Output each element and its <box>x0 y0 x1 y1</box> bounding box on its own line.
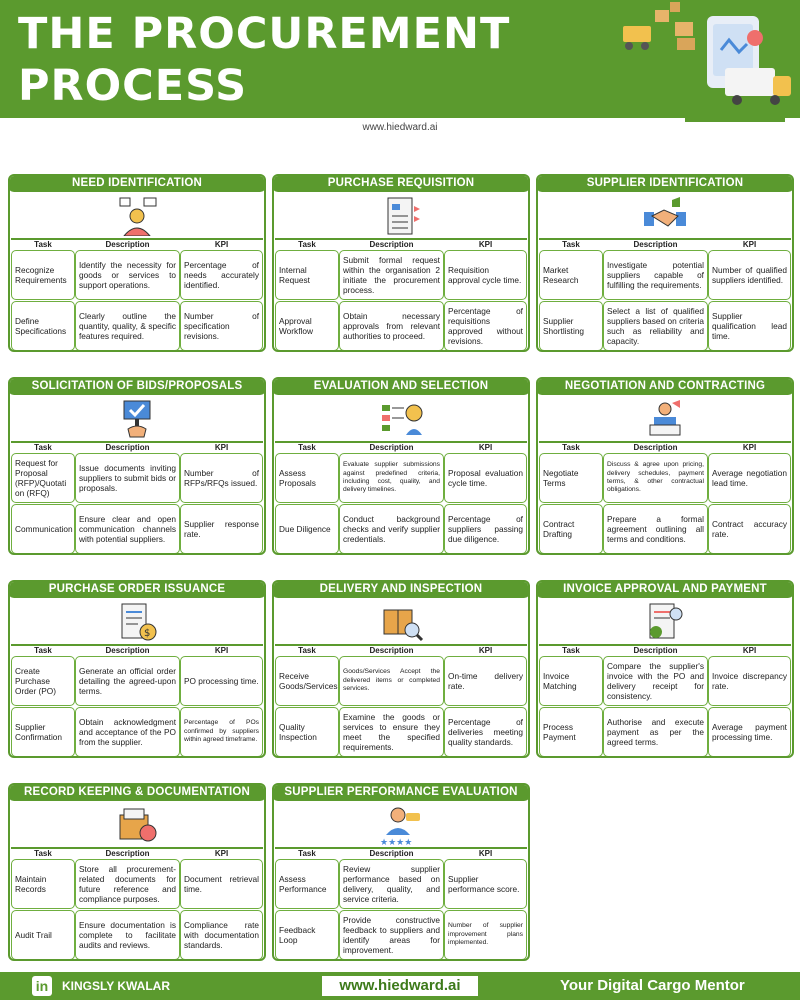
kpi-cell <box>708 707 791 757</box>
description-cell-text: Generate an official order detailing the agreed-upon terms. <box>79 665 176 697</box>
card-title: INVOICE APPROVAL AND PAYMENT <box>536 580 794 598</box>
kpi-cell-text: Number of specification revisions. <box>184 310 259 342</box>
table-row <box>275 504 527 554</box>
header-task: Task <box>34 240 52 249</box>
description-cell <box>339 453 444 503</box>
table-header <box>11 441 263 452</box>
kpi-cell-text: Contract accuracy rate. <box>712 518 787 539</box>
task-table <box>275 847 527 960</box>
description-cell-text: Goods/Services Accept the delivered items or completed services. <box>343 668 440 693</box>
task-cell <box>539 504 603 554</box>
table-row <box>11 656 263 706</box>
task-cell <box>275 453 339 503</box>
process-card <box>272 174 530 352</box>
description-cell-text: Authorise and execute payment as per the agreed terms. <box>607 716 704 748</box>
table-header <box>275 644 527 655</box>
kpi-cell <box>180 250 263 300</box>
description-cell <box>339 910 444 960</box>
kpi-cell-text: Compliance rate with documentation standards. <box>184 919 259 951</box>
task-cell-text: Invoice Matching <box>543 670 577 691</box>
table-row <box>539 453 791 503</box>
description-cell-text: Examine the goods or services to ensure they meet the specified requirements. <box>343 711 440 753</box>
header-kpi: KPI <box>478 443 493 452</box>
kpi-cell <box>444 250 527 300</box>
kpi-cell-text: Document retrieval time. <box>184 873 259 894</box>
task-cell-text: Market Research <box>543 264 579 285</box>
card-title: DELIVERY AND INSPECTION <box>272 580 530 598</box>
task-cell-text: Assess Performance <box>279 873 327 894</box>
task-cell <box>11 301 75 351</box>
table-row <box>11 250 263 300</box>
performance-rating-icon <box>378 805 424 845</box>
kpi-cell <box>180 910 263 960</box>
task-cell-text: Internal Request <box>279 264 310 285</box>
footer-bar <box>0 972 800 1000</box>
description-cell <box>339 250 444 300</box>
header-description: Description <box>105 646 150 655</box>
description-cell <box>75 250 180 300</box>
description-cell <box>603 656 708 706</box>
task-table <box>11 441 263 554</box>
process-card <box>8 783 266 961</box>
table-header <box>11 644 263 655</box>
header-description: Description <box>105 849 150 858</box>
author-name: KINGSLY KWALAR <box>62 979 171 993</box>
header-description: Description <box>105 443 150 452</box>
svg-text:★★★★: ★★★★ <box>380 838 413 845</box>
description-cell <box>603 301 708 351</box>
kpi-cell <box>444 707 527 757</box>
kpi-cell <box>180 453 263 503</box>
process-card <box>536 174 794 352</box>
task-table <box>539 238 791 351</box>
header-description: Description <box>369 646 414 655</box>
card-title: NEED IDENTIFICATION <box>8 174 266 192</box>
description-cell-text: Prepare a formal agreement outlining all terms and conditions. <box>607 513 704 545</box>
table-row <box>275 301 527 351</box>
kpi-cell-text: Percentage of requisitions approved without revisions. <box>448 305 523 347</box>
task-cell-text: Maintain Records <box>15 873 47 894</box>
kpi-cell-text: PO processing time. <box>184 675 259 686</box>
header-task: Task <box>298 849 316 858</box>
header-task: Task <box>562 443 580 452</box>
kpi-cell <box>180 301 263 351</box>
task-cell-text: Quality Inspection <box>279 721 317 742</box>
header-task: Task <box>298 443 316 452</box>
kpi-cell-text: Percentage of deliveries meeting quality standards. <box>448 716 523 748</box>
header-banner <box>0 0 800 118</box>
website-link-top[interactable]: www.hiedward.ai <box>362 122 438 133</box>
header-description: Description <box>369 443 414 452</box>
kpi-cell <box>444 910 527 960</box>
description-cell <box>75 910 180 960</box>
task-cell-text: Audit Trail <box>15 929 52 940</box>
process-card <box>8 580 266 758</box>
description-cell-text: Select a list of qualified suppliers based on criteria such as reliability and capacity. <box>607 305 704 347</box>
table-row <box>275 250 527 300</box>
task-cell <box>11 656 75 706</box>
description-cell-text: Clearly outline the quantity, quality, & specific features required. <box>79 310 176 342</box>
description-cell <box>75 301 180 351</box>
invoice-approval-icon <box>642 602 688 642</box>
table-header <box>275 238 527 249</box>
kpi-cell <box>708 453 791 503</box>
header-description: Description <box>369 240 414 249</box>
description-cell <box>603 453 708 503</box>
description-cell-text: Ensure clear and open communication channels with potential suppliers. <box>79 513 176 545</box>
process-card <box>272 377 530 555</box>
svg-text:$: $ <box>144 628 151 639</box>
task-cell <box>539 707 603 757</box>
process-card <box>536 580 794 758</box>
kpi-cell <box>708 504 791 554</box>
kpi-cell-text: Percentage of suppliers passing due diligence. <box>448 513 523 545</box>
task-table <box>11 238 263 351</box>
header-kpi: KPI <box>214 240 229 249</box>
handshake-icon <box>642 196 688 236</box>
task-cell <box>275 707 339 757</box>
task-cell <box>539 656 603 706</box>
table-header <box>11 847 263 858</box>
task-cell-text: Supplier Confirmation <box>15 721 63 742</box>
header-description: Description <box>633 443 678 452</box>
table-row <box>539 301 791 351</box>
kpi-cell-text: Number of qualified suppliers identified. <box>712 264 787 285</box>
package-inspection-icon <box>378 602 424 642</box>
card-title: SUPPLIER PERFORMANCE EVALUATION <box>272 783 530 801</box>
description-cell <box>75 707 180 757</box>
description-cell-text: Conduct background checks and verify supplier credentials. <box>343 513 440 545</box>
kpi-cell <box>444 453 527 503</box>
header-task: Task <box>562 646 580 655</box>
kpi-cell <box>180 859 263 909</box>
task-table <box>11 847 263 960</box>
task-cell <box>11 910 75 960</box>
process-card <box>536 377 794 555</box>
description-cell <box>339 504 444 554</box>
table-header <box>539 238 791 249</box>
task-cell-text: Negotiate Terms <box>543 467 579 488</box>
description-cell-text: Obtain necessary approvals from relevant authorities to proceed. <box>343 310 440 342</box>
table-header <box>275 847 527 858</box>
table-row <box>539 656 791 706</box>
table-row <box>275 707 527 757</box>
card-title: NEGOTIATION AND CONTRACTING <box>536 377 794 395</box>
description-cell-text: Identify the necessity for goods or services to support operations. <box>79 259 176 291</box>
header-kpi: KPI <box>214 443 229 452</box>
page-title: THE PROCUREMENT PROCESS <box>18 9 511 111</box>
table-row <box>11 301 263 351</box>
table-row <box>275 910 527 960</box>
table-row <box>11 453 263 503</box>
kpi-cell-text: Percentage of needs accurately identified. <box>184 259 259 291</box>
kpi-cell <box>708 301 791 351</box>
process-card <box>8 377 266 555</box>
description-cell-text: Store all procurement-related documents for future reference and compliance purposes. <box>79 863 176 905</box>
kpi-cell <box>708 250 791 300</box>
task-cell <box>275 656 339 706</box>
kpi-cell-text: On-time delivery rate. <box>448 670 523 691</box>
description-cell-text: Ensure documentation is complete to facilitate audits and reviews. <box>79 919 176 951</box>
task-cell-text: Assess Proposals <box>279 467 316 488</box>
table-header <box>11 238 263 249</box>
task-cell-text: Receive Goods/Services <box>279 670 338 691</box>
description-cell-text: Provide constructive feedback to suppliers and identify areas for improvement. <box>343 914 440 956</box>
task-table <box>275 644 527 757</box>
card-title: SUPPLIER IDENTIFICATION <box>536 174 794 192</box>
table-header <box>539 644 791 655</box>
task-cell-text: Due Diligence <box>279 523 331 534</box>
header-task: Task <box>34 849 52 858</box>
logistics-illustration-icon <box>615 2 795 122</box>
header-description: Description <box>633 646 678 655</box>
task-cell-text: Create Purchase Order (PO) <box>15 665 57 697</box>
kpi-cell-text: Supplier response rate. <box>184 518 259 539</box>
task-table <box>11 644 263 757</box>
task-cell-text: Request for Proposal (RFP)/Quotati on (RFQ) <box>15 457 67 499</box>
card-title: SOLICITATION OF BIDS/PROPOSALS <box>8 377 266 395</box>
task-table <box>539 644 791 757</box>
description-cell <box>603 504 708 554</box>
header-description: Description <box>105 240 150 249</box>
description-cell-text: Submit formal request within the organisation 2 initiate the procurement process. <box>343 254 440 296</box>
kpi-cell <box>180 656 263 706</box>
task-table <box>539 441 791 554</box>
kpi-cell <box>444 301 527 351</box>
task-cell <box>11 453 75 503</box>
tagline: Your Digital Cargo Mentor <box>560 977 745 994</box>
header-kpi: KPI <box>478 240 493 249</box>
card-title: PURCHASE ORDER ISSUANCE <box>8 580 266 598</box>
header-description: Description <box>369 849 414 858</box>
header-kpi: KPI <box>742 240 757 249</box>
task-cell <box>11 707 75 757</box>
task-cell-text: Define Specifications <box>15 315 67 336</box>
kpi-cell-text: Average payment processing time. <box>712 721 787 742</box>
description-cell <box>75 859 180 909</box>
kpi-cell-text: Supplier performance score. <box>448 873 520 894</box>
task-cell-text: Approval Workflow <box>279 315 313 336</box>
header-kpi: KPI <box>478 849 493 858</box>
task-cell <box>275 910 339 960</box>
description-cell-text: Review supplier performance based on delivery, quality, and service criteria. <box>343 863 440 905</box>
kpi-cell-text: Number of RFPs/RFQs issued. <box>184 467 259 488</box>
header-description: Description <box>633 240 678 249</box>
table-row <box>539 250 791 300</box>
kpi-cell-text: Average negotiation lead time. <box>712 467 787 488</box>
description-cell <box>339 707 444 757</box>
kpi-cell-text: Percentage of POs confirmed by suppliers within agreed timeframe. <box>184 719 259 744</box>
task-cell <box>11 250 75 300</box>
process-card <box>272 580 530 758</box>
task-cell-text: Supplier Shortlisting <box>543 315 585 336</box>
task-table <box>275 441 527 554</box>
task-table <box>275 238 527 351</box>
header-kpi: KPI <box>478 646 493 655</box>
document-archive-icon <box>114 805 160 845</box>
description-cell <box>339 859 444 909</box>
description-cell-text: Compare the supplier's invoice with the PO and delivery receipt for consistency. <box>607 660 704 702</box>
table-row <box>275 859 527 909</box>
table-row <box>11 859 263 909</box>
header-task: Task <box>298 646 316 655</box>
task-cell-text: Feedback Loop <box>279 924 316 945</box>
kpi-cell <box>444 859 527 909</box>
table-row <box>539 504 791 554</box>
task-cell <box>539 250 603 300</box>
description-cell <box>75 453 180 503</box>
header-task: Task <box>34 646 52 655</box>
process-card <box>272 783 530 961</box>
task-cell <box>275 859 339 909</box>
table-row <box>275 453 527 503</box>
description-cell-text: Investigate potential suppliers capable of fulfilling the requirements. <box>607 259 704 291</box>
task-cell-text: Recognize Requirements <box>15 264 67 285</box>
table-row <box>11 504 263 554</box>
kpi-cell-text: Requisition approval cycle time. <box>448 264 522 285</box>
kpi-cell <box>444 504 527 554</box>
kpi-cell-text: Proposal evaluation cycle time. <box>448 467 523 488</box>
task-cell <box>539 301 603 351</box>
kpi-cell <box>180 707 263 757</box>
purchase-order-icon <box>114 602 160 642</box>
task-cell <box>11 504 75 554</box>
description-cell-text: Issue documents inviting suppliers to submit bids or proposals. <box>79 462 176 494</box>
voting-sign-icon <box>114 399 160 439</box>
header-kpi: KPI <box>742 646 757 655</box>
header-kpi: KPI <box>214 849 229 858</box>
task-cell-text: Communication <box>15 523 73 534</box>
contract-signing-icon <box>642 399 688 439</box>
description-cell <box>339 301 444 351</box>
header-task: Task <box>34 443 52 452</box>
kpi-cell-text: Invoice discrepancy rate. <box>712 670 787 691</box>
card-title: RECORD KEEPING & DOCUMENTATION <box>8 783 266 801</box>
website-link[interactable]: www.hiedward.ai <box>322 976 478 996</box>
description-cell <box>603 250 708 300</box>
requisition-form-icon <box>378 196 424 236</box>
task-cell <box>275 301 339 351</box>
description-cell <box>75 504 180 554</box>
kpi-cell <box>180 504 263 554</box>
kpi-cell <box>708 656 791 706</box>
header-task: Task <box>562 240 580 249</box>
process-card <box>8 174 266 352</box>
description-cell <box>339 656 444 706</box>
task-cell-text: Process Payment <box>543 721 576 742</box>
header-task: Task <box>298 240 316 249</box>
card-title: EVALUATION AND SELECTION <box>272 377 530 395</box>
task-cell <box>275 250 339 300</box>
description-cell <box>75 656 180 706</box>
description-cell-text: Obtain acknowledgment and acceptance of the PO from the supplier. <box>79 716 176 748</box>
kpi-cell <box>444 656 527 706</box>
task-cell <box>275 504 339 554</box>
task-cell <box>539 453 603 503</box>
description-cell-text: Discuss & agree upon pricing, delivery schedules, payment terms, & other contractual obligations. <box>607 461 704 494</box>
table-row <box>275 656 527 706</box>
table-header <box>539 441 791 452</box>
kpi-cell-text: Number of supplier improvement plans implemented. <box>448 922 523 947</box>
table-row <box>11 707 263 757</box>
table-row <box>11 910 263 960</box>
table-row <box>539 707 791 757</box>
linkedin-icon[interactable]: in <box>32 976 52 996</box>
task-cell-text: Contract Drafting <box>543 518 575 539</box>
task-cell <box>11 859 75 909</box>
header-kpi: KPI <box>742 443 757 452</box>
checklist-evaluation-icon <box>378 399 424 439</box>
person-idea-icon <box>114 196 160 236</box>
kpi-cell-text: Supplier qualification lead time. <box>712 310 787 342</box>
card-title: PURCHASE REQUISITION <box>272 174 530 192</box>
table-header <box>275 441 527 452</box>
header-kpi: KPI <box>214 646 229 655</box>
description-cell-text: Evaluate supplier submissions against predefined criteria, including cost, quality, and delivery timelines. <box>343 461 440 494</box>
description-cell <box>603 707 708 757</box>
